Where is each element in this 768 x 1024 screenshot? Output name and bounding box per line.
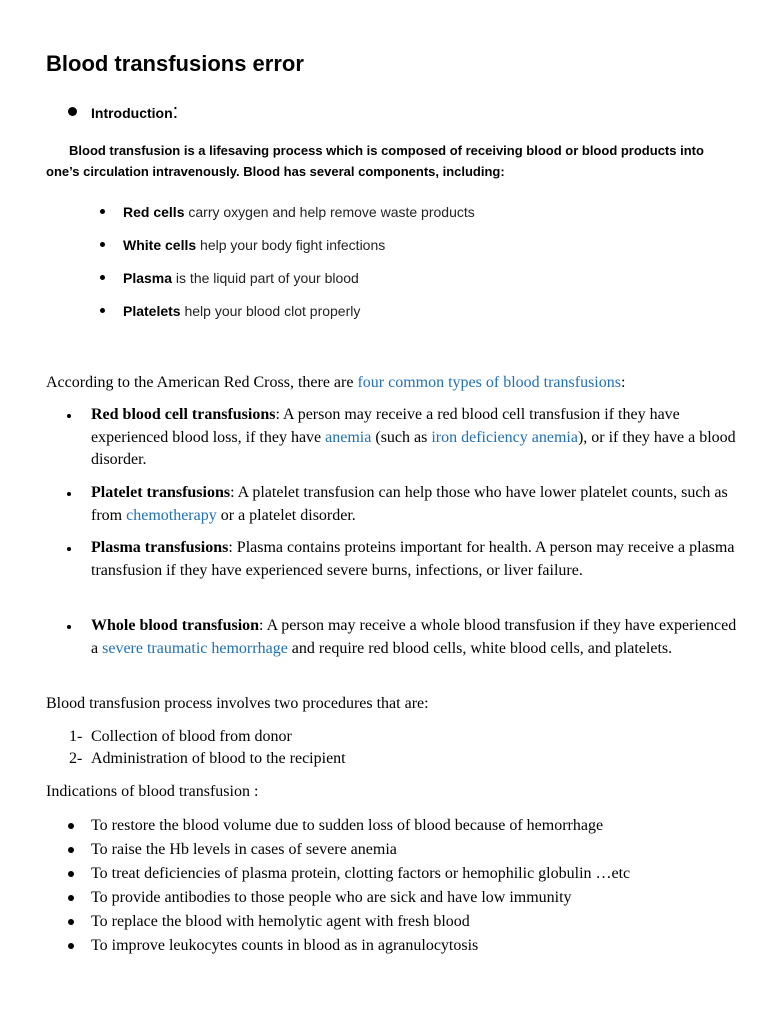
- step-number: 1-: [69, 728, 83, 745]
- type-text: or a platelet disorder.: [216, 506, 356, 524]
- list-item: [91, 935, 478, 957]
- list-item: [91, 615, 741, 660]
- list-item: [100, 269, 359, 287]
- component-term: Plasma: [123, 270, 173, 286]
- component-term: White cells: [123, 237, 197, 253]
- bullet-icon: [67, 625, 71, 629]
- indication-text: To improve leukocytes counts in blood as in agranulocytosis: [91, 937, 479, 954]
- indications-heading: Indications of blood transfusion :: [46, 783, 259, 800]
- list-item: [91, 839, 397, 861]
- bullet-icon: [67, 547, 71, 551]
- process-intro: Blood transfusion process involves two procedures that are:: [46, 695, 429, 712]
- type-text: : A platelet transfusion can help those who have lower platelet counts, such as from: [91, 484, 728, 524]
- type-text: : A person may receive a whole blood transfusion if they have experienced a: [91, 617, 737, 657]
- component-term: Red cells: [123, 204, 185, 220]
- anemia-link[interactable]: anemia: [325, 428, 372, 446]
- bullet-icon: [68, 823, 74, 829]
- list-item: [91, 482, 741, 527]
- component-desc: help your blood clot properly: [180, 303, 361, 319]
- bullet-icon: [100, 275, 105, 280]
- bullet-icon: [100, 242, 105, 247]
- introduction-heading: [68, 102, 178, 123]
- type-term: Platelet transfusions: [91, 484, 231, 501]
- bullet-icon: [68, 847, 74, 853]
- component-desc: help your body fight infections: [196, 237, 386, 253]
- four-types-link[interactable]: four common types of blood transfusions: [357, 374, 621, 391]
- type-term: Red blood cell transfusions: [91, 406, 276, 423]
- component-desc: carry oxygen and help remove waste products: [184, 204, 475, 220]
- chemotherapy-link[interactable]: chemotherapy: [126, 506, 217, 524]
- bullet-icon: [67, 414, 71, 418]
- indication-text: To provide antibodies to those people who are sick and have low immunity: [91, 889, 572, 906]
- indication-text: To replace the blood with hemolytic agent with fresh blood: [91, 913, 470, 930]
- bullet-icon: [100, 209, 105, 214]
- type-term: Plasma transfusions: [91, 539, 229, 556]
- list-item: [69, 748, 346, 770]
- red-cross-paragraph: [46, 372, 625, 394]
- list-item: [91, 404, 741, 472]
- intro-text: is a lifesaving process which is composed of receiving blood or blood products into one’s circulation intravenously. Blood has several components, including:: [46, 143, 704, 179]
- list-item: [100, 302, 360, 320]
- iron-deficiency-anemia-link[interactable]: iron deficiency anemia: [431, 428, 578, 446]
- bullet-icon: [100, 308, 105, 313]
- list-item: [69, 726, 292, 748]
- type-text: : Plasma contains proteins important for health. A person may receive a plasma transfusion if they have experienced severe burns, infections, or liver failure.: [91, 539, 735, 579]
- indication-text: To treat deficiencies of plasma protein, clotting factors or hemophilic globulin …etc: [91, 865, 631, 882]
- introduction-paragraph: [46, 140, 736, 182]
- red-cross-suffix: :: [620, 374, 626, 391]
- list-item: [91, 887, 572, 909]
- list-item: [100, 203, 475, 221]
- component-term: Platelets: [123, 303, 181, 319]
- step-number: 2-: [69, 750, 83, 767]
- type-text: : A person may receive a red blood cell transfusion if they have experienced blood loss, if they have: [91, 406, 680, 446]
- introduction-colon: :: [172, 101, 179, 123]
- step-text: Collection of blood from donor: [91, 728, 292, 745]
- intro-bold-lead: Blood transfusion: [69, 143, 181, 158]
- type-text: and require red blood cells, white blood cells, and platelets.: [287, 639, 673, 657]
- list-item: [100, 236, 385, 254]
- bullet-icon: [68, 871, 74, 877]
- component-desc: is the liquid part of your blood: [172, 270, 359, 286]
- bullet-icon: [68, 107, 77, 116]
- introduction-label: Introduction: [91, 105, 173, 121]
- type-term: Whole blood transfusion: [91, 617, 260, 634]
- indication-text: To restore the blood volume due to sudden loss of blood because of hemorrhage: [91, 817, 604, 834]
- indication-text: To raise the Hb levels in cases of severe anemia: [91, 841, 397, 858]
- bullet-icon: [68, 943, 74, 949]
- step-text: Administration of blood to the recipient: [91, 750, 346, 767]
- type-text: ), or if they have a blood disorder.: [91, 428, 736, 469]
- list-item: [91, 863, 630, 885]
- red-cross-prefix: According to the American Red Cross, there are: [46, 374, 358, 391]
- severe-traumatic-hemorrhage-link[interactable]: severe traumatic hemorrhage: [102, 639, 288, 657]
- bullet-icon: [68, 895, 74, 901]
- list-item: [91, 537, 741, 582]
- type-text: (such as: [371, 428, 432, 446]
- list-item: [91, 911, 470, 933]
- bullet-icon: [68, 919, 74, 925]
- list-item: [91, 815, 603, 837]
- document-title: Blood transfusions error: [46, 51, 304, 76]
- bullet-icon: [67, 492, 71, 496]
